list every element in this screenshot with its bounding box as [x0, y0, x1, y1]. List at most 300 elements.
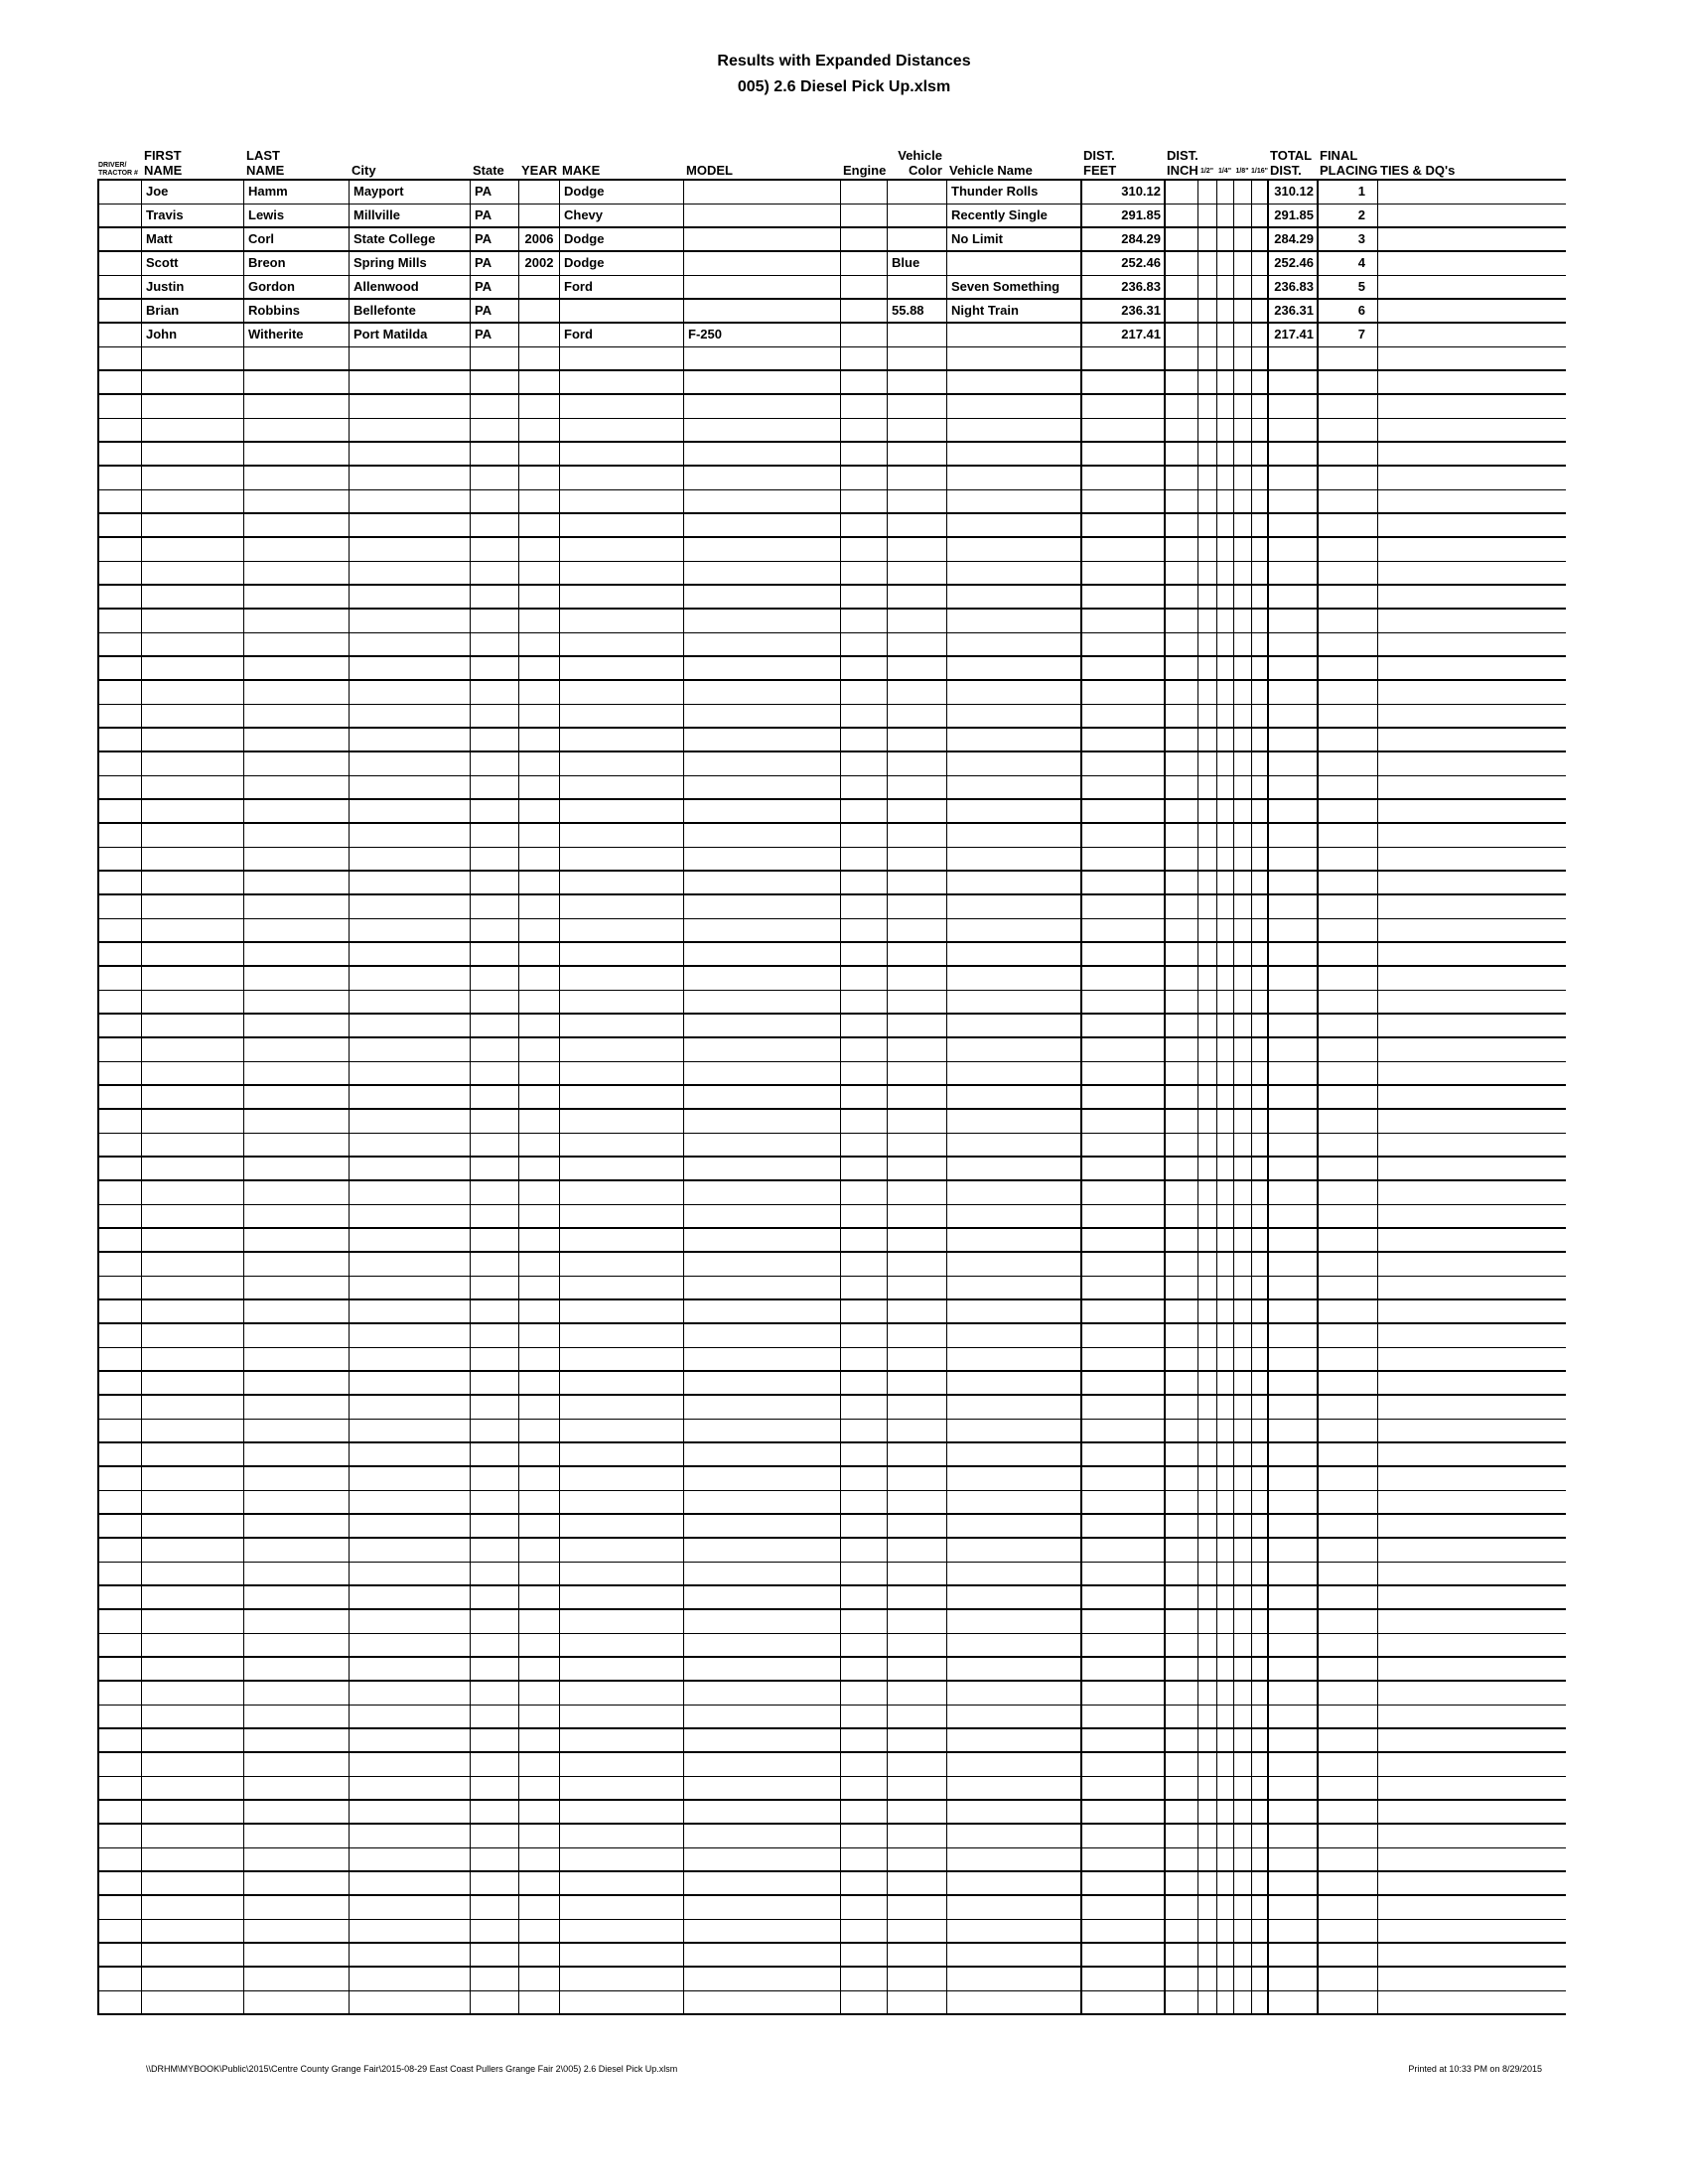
cell-color — [887, 824, 946, 847]
cell-half — [1197, 705, 1216, 727]
cell-half — [1197, 1872, 1216, 1894]
cell-state — [470, 1920, 518, 1942]
cell-tractor — [97, 1181, 141, 1204]
cell-engine — [840, 1491, 887, 1513]
cell-placing — [1317, 1610, 1377, 1633]
cell-name — [946, 1110, 1080, 1133]
empty-row — [97, 347, 1566, 371]
cell-quarter — [1216, 1229, 1233, 1251]
cell-tractor — [97, 705, 141, 727]
cell-sixteenth — [1251, 1801, 1267, 1823]
cell-model — [683, 1896, 840, 1919]
cell-name — [946, 991, 1080, 1013]
cell-state: PA — [470, 324, 518, 346]
cell-tractor — [97, 1848, 141, 1870]
cell-color — [887, 872, 946, 893]
cell-ties — [1377, 1420, 1566, 1441]
cell-last — [243, 1324, 349, 1347]
cell-state — [470, 1158, 518, 1179]
cell-inch — [1164, 705, 1197, 727]
empty-row — [97, 1968, 1566, 1991]
cell-last: Breon — [243, 252, 349, 275]
cell-last — [243, 633, 349, 655]
cell-last — [243, 1467, 349, 1490]
cell-make — [559, 1563, 683, 1584]
empty-row — [97, 1038, 1566, 1062]
cell-inch — [1164, 1634, 1197, 1656]
cell-last: Witherite — [243, 324, 349, 346]
cell-sixteenth — [1251, 872, 1267, 893]
cell-inch — [1164, 1205, 1197, 1227]
cell-city — [349, 1253, 470, 1276]
cell-inch — [1164, 729, 1197, 751]
cell-sixteenth — [1251, 467, 1267, 489]
cell-tractor — [97, 729, 141, 751]
cell-engine — [840, 1062, 887, 1084]
cell-model — [683, 1634, 840, 1656]
table-body — [97, 181, 1566, 2015]
cell-name: Night Train — [946, 300, 1080, 322]
cell-eighth — [1233, 1253, 1251, 1276]
cell-engine — [840, 419, 887, 441]
cell-first — [141, 1539, 243, 1562]
cell-sixteenth — [1251, 919, 1267, 941]
cell-sixteenth — [1251, 967, 1267, 990]
cell-total — [1267, 562, 1317, 584]
cell-make — [559, 562, 683, 584]
cell-quarter — [1216, 1896, 1233, 1919]
empty-row — [97, 1515, 1566, 1539]
cell-year — [518, 610, 559, 632]
cell-placing — [1317, 1253, 1377, 1276]
cell-name — [946, 252, 1080, 275]
cell-sixteenth — [1251, 1300, 1267, 1322]
cell-year — [518, 1801, 559, 1823]
cell-sixteenth — [1251, 1253, 1267, 1276]
cell-feet — [1080, 1181, 1164, 1204]
cell-city — [349, 991, 470, 1013]
cell-tractor — [97, 443, 141, 465]
cell-state — [470, 443, 518, 465]
cell-feet — [1080, 347, 1164, 369]
cell-sixteenth — [1251, 395, 1267, 418]
cell-last — [243, 538, 349, 561]
empty-row — [97, 967, 1566, 991]
cell-eighth — [1233, 1682, 1251, 1705]
cell-first — [141, 1110, 243, 1133]
cell-total — [1267, 1515, 1317, 1537]
cell-feet — [1080, 562, 1164, 584]
cell-inch — [1164, 371, 1197, 393]
cell-quarter — [1216, 1158, 1233, 1179]
cell-first — [141, 967, 243, 990]
cell-year — [518, 1062, 559, 1084]
cell-total — [1267, 1372, 1317, 1394]
col-header-engine: Engine — [843, 163, 887, 178]
cell-total — [1267, 1801, 1317, 1823]
cell-first — [141, 1801, 243, 1823]
cell-half — [1197, 1968, 1216, 1990]
cell-ties — [1377, 895, 1566, 918]
cell-placing — [1317, 967, 1377, 990]
empty-row — [97, 1396, 1566, 1420]
cell-make — [559, 1158, 683, 1179]
cell-half — [1197, 467, 1216, 489]
cell-make — [559, 1443, 683, 1465]
cell-color — [887, 991, 946, 1013]
cell-inch — [1164, 181, 1197, 204]
cell-placing — [1317, 1229, 1377, 1251]
cell-eighth — [1233, 1300, 1251, 1322]
cell-engine — [840, 1300, 887, 1322]
cell-model — [683, 1396, 840, 1419]
cell-quarter — [1216, 657, 1233, 679]
empty-row — [97, 848, 1566, 872]
cell-model — [683, 1158, 840, 1179]
cell-state — [470, 1991, 518, 2013]
cell-state: PA — [470, 181, 518, 204]
cell-model — [683, 657, 840, 679]
cell-ties — [1377, 800, 1566, 822]
cell-make — [559, 1110, 683, 1133]
cell-state — [470, 800, 518, 822]
cell-half — [1197, 1658, 1216, 1680]
cell-total — [1267, 1277, 1317, 1298]
cell-state — [470, 1491, 518, 1513]
cell-color — [887, 1682, 946, 1705]
cell-half — [1197, 1753, 1216, 1776]
cell-eighth — [1233, 371, 1251, 393]
cell-engine — [840, 443, 887, 465]
cell-last — [243, 1491, 349, 1513]
cell-total — [1267, 586, 1317, 608]
empty-row — [97, 776, 1566, 800]
cell-city — [349, 562, 470, 584]
cell-year — [518, 1563, 559, 1584]
cell-city — [349, 1181, 470, 1204]
cell-half — [1197, 1038, 1216, 1061]
cell-city — [349, 1015, 470, 1036]
cell-feet — [1080, 1991, 1164, 2013]
cell-eighth — [1233, 467, 1251, 489]
cell-eighth — [1233, 205, 1251, 226]
empty-row — [97, 1991, 1566, 2015]
cell-total — [1267, 1682, 1317, 1705]
cell-inch — [1164, 1515, 1197, 1537]
empty-row — [97, 1539, 1566, 1563]
cell-model — [683, 824, 840, 847]
cell-make — [559, 1205, 683, 1227]
cell-quarter — [1216, 1324, 1233, 1347]
cell-ties — [1377, 1515, 1566, 1537]
cell-placing — [1317, 1896, 1377, 1919]
cell-feet — [1080, 1706, 1164, 1727]
cell-eighth — [1233, 1110, 1251, 1133]
cell-placing — [1317, 1277, 1377, 1298]
cell-total — [1267, 1658, 1317, 1680]
cell-tractor — [97, 1015, 141, 1036]
cell-ties — [1377, 1944, 1566, 1966]
cell-engine — [840, 252, 887, 275]
cell-city — [349, 514, 470, 536]
cell-city — [349, 1634, 470, 1656]
cell-eighth — [1233, 681, 1251, 704]
cell-quarter — [1216, 967, 1233, 990]
cell-city — [349, 347, 470, 369]
cell-name — [946, 1300, 1080, 1322]
empty-row — [97, 1682, 1566, 1706]
cell-sixteenth — [1251, 1062, 1267, 1084]
cell-make — [559, 1253, 683, 1276]
cell-tractor — [97, 1634, 141, 1656]
cell-quarter — [1216, 1563, 1233, 1584]
cell-first — [141, 371, 243, 393]
cell-model — [683, 1324, 840, 1347]
cell-last — [243, 1396, 349, 1419]
cell-eighth — [1233, 1158, 1251, 1179]
cell-model — [683, 991, 840, 1013]
cell-last — [243, 1443, 349, 1465]
cell-eighth — [1233, 1753, 1251, 1776]
cell-year — [518, 1515, 559, 1537]
cell-last — [243, 586, 349, 608]
cell-color — [887, 1563, 946, 1584]
cell-half — [1197, 419, 1216, 441]
cell-inch — [1164, 895, 1197, 918]
cell-eighth — [1233, 1277, 1251, 1298]
cell-feet — [1080, 395, 1164, 418]
empty-row — [97, 1729, 1566, 1753]
cell-make — [559, 848, 683, 870]
cell-eighth — [1233, 776, 1251, 798]
cell-feet: 284.29 — [1080, 228, 1164, 250]
cell-inch — [1164, 967, 1197, 990]
cell-sixteenth — [1251, 252, 1267, 275]
cell-placing — [1317, 1586, 1377, 1608]
cell-sixteenth — [1251, 1872, 1267, 1894]
cell-total — [1267, 1467, 1317, 1490]
cell-city — [349, 967, 470, 990]
col-header-state: State — [473, 163, 504, 178]
cell-first — [141, 1729, 243, 1751]
cell-inch — [1164, 490, 1197, 512]
cell-sixteenth — [1251, 1015, 1267, 1036]
cell-model — [683, 562, 840, 584]
cell-inch — [1164, 1944, 1197, 1966]
cell-year — [518, 943, 559, 965]
cell-engine — [840, 1872, 887, 1894]
cell-last — [243, 776, 349, 798]
cell-eighth — [1233, 1610, 1251, 1633]
cell-inch — [1164, 1086, 1197, 1108]
cell-quarter — [1216, 562, 1233, 584]
cell-half — [1197, 205, 1216, 226]
cell-ties — [1377, 919, 1566, 941]
cell-placing — [1317, 371, 1377, 393]
cell-half — [1197, 1229, 1216, 1251]
cell-engine — [840, 967, 887, 990]
cell-total — [1267, 1229, 1317, 1251]
cell-first — [141, 895, 243, 918]
cell-ties — [1377, 1158, 1566, 1179]
cell-city — [349, 1396, 470, 1419]
cell-model — [683, 1729, 840, 1751]
cell-inch — [1164, 443, 1197, 465]
cell-first: Scott — [141, 252, 243, 275]
col-header-year: YEAR — [521, 163, 558, 178]
cell-state — [470, 1038, 518, 1061]
cell-placing: 2 — [1317, 205, 1377, 226]
cell-quarter — [1216, 1586, 1233, 1608]
cell-inch — [1164, 633, 1197, 655]
cell-engine — [840, 467, 887, 489]
cell-last — [243, 729, 349, 751]
empty-row — [97, 586, 1566, 610]
cell-engine — [840, 1991, 887, 2013]
cell-first — [141, 1396, 243, 1419]
cell-last — [243, 1015, 349, 1036]
cell-name — [946, 586, 1080, 608]
cell-last — [243, 1610, 349, 1633]
cell-engine — [840, 1158, 887, 1179]
cell-total: 236.31 — [1267, 300, 1317, 322]
cell-eighth — [1233, 300, 1251, 322]
cell-tractor — [97, 1158, 141, 1179]
cell-make — [559, 467, 683, 489]
cell-model — [683, 276, 840, 298]
cell-color — [887, 633, 946, 655]
cell-quarter — [1216, 872, 1233, 893]
cell-eighth — [1233, 1539, 1251, 1562]
cell-eighth — [1233, 657, 1251, 679]
cell-color — [887, 1443, 946, 1465]
cell-state — [470, 943, 518, 965]
cell-ties — [1377, 872, 1566, 893]
cell-half — [1197, 538, 1216, 561]
cell-color — [887, 1586, 946, 1608]
empty-row — [97, 1110, 1566, 1134]
cell-city — [349, 586, 470, 608]
printed-timestamp-text: Printed at 10:33 PM on 8/29/2015 — [1408, 2064, 1542, 2074]
cell-first: Justin — [141, 276, 243, 298]
cell-color — [887, 490, 946, 512]
cell-last — [243, 1968, 349, 1990]
cell-model — [683, 1062, 840, 1084]
cell-name — [946, 371, 1080, 393]
cell-make — [559, 514, 683, 536]
cell-year — [518, 538, 559, 561]
cell-year — [518, 1896, 559, 1919]
cell-engine — [840, 1181, 887, 1204]
cell-half — [1197, 1729, 1216, 1751]
cell-year — [518, 443, 559, 465]
cell-total — [1267, 1181, 1317, 1204]
cell-eighth — [1233, 1944, 1251, 1966]
cell-feet — [1080, 1610, 1164, 1633]
cell-eighth — [1233, 1229, 1251, 1251]
col-header-inch: DIST. INCH — [1167, 148, 1198, 178]
cell-placing — [1317, 1729, 1377, 1751]
cell-last — [243, 752, 349, 775]
cell-state — [470, 1420, 518, 1441]
cell-ties — [1377, 1181, 1566, 1204]
cell-half — [1197, 943, 1216, 965]
cell-color — [887, 1277, 946, 1298]
cell-sixteenth — [1251, 1229, 1267, 1251]
cell-total — [1267, 610, 1317, 632]
cell-make — [559, 1658, 683, 1680]
empty-row — [97, 1753, 1566, 1777]
cell-make — [559, 1300, 683, 1322]
cell-feet — [1080, 1062, 1164, 1084]
empty-row — [97, 610, 1566, 633]
cell-year — [518, 1706, 559, 1727]
cell-quarter — [1216, 1443, 1233, 1465]
cell-total — [1267, 1920, 1317, 1942]
cell-placing — [1317, 1706, 1377, 1727]
cell-tractor — [97, 657, 141, 679]
cell-make — [559, 1586, 683, 1608]
cell-eighth — [1233, 1563, 1251, 1584]
cell-state — [470, 1348, 518, 1370]
cell-name — [946, 943, 1080, 965]
cell-last — [243, 1801, 349, 1823]
cell-total: 252.46 — [1267, 252, 1317, 275]
cell-last — [243, 1777, 349, 1799]
cell-model — [683, 1825, 840, 1847]
cell-half — [1197, 324, 1216, 346]
cell-sixteenth — [1251, 205, 1267, 226]
cell-ties — [1377, 967, 1566, 990]
empty-row — [97, 1134, 1566, 1158]
cell-placing — [1317, 943, 1377, 965]
cell-city — [349, 1491, 470, 1513]
cell-tractor — [97, 514, 141, 536]
empty-row — [97, 1348, 1566, 1372]
cell-year — [518, 1086, 559, 1108]
cell-sixteenth — [1251, 657, 1267, 679]
cell-city — [349, 1753, 470, 1776]
cell-engine — [840, 1038, 887, 1061]
cell-color — [887, 1110, 946, 1133]
cell-city: Allenwood — [349, 276, 470, 298]
cell-first — [141, 1253, 243, 1276]
cell-engine — [840, 205, 887, 226]
cell-tractor — [97, 943, 141, 965]
cell-quarter — [1216, 1348, 1233, 1370]
cell-eighth — [1233, 395, 1251, 418]
cell-state — [470, 1443, 518, 1465]
cell-feet: 236.31 — [1080, 300, 1164, 322]
cell-inch — [1164, 252, 1197, 275]
cell-inch — [1164, 991, 1197, 1013]
cell-name — [946, 324, 1080, 346]
cell-engine — [840, 395, 887, 418]
cell-make — [559, 371, 683, 393]
cell-make — [559, 1539, 683, 1562]
cell-total — [1267, 1134, 1317, 1156]
cell-first — [141, 419, 243, 441]
cell-name — [946, 1872, 1080, 1894]
cell-make — [559, 705, 683, 727]
cell-state — [470, 895, 518, 918]
cell-total — [1267, 848, 1317, 870]
cell-first — [141, 848, 243, 870]
cell-last — [243, 1420, 349, 1441]
cell-first — [141, 800, 243, 822]
cell-ties — [1377, 1968, 1566, 1990]
cell-quarter — [1216, 1396, 1233, 1419]
